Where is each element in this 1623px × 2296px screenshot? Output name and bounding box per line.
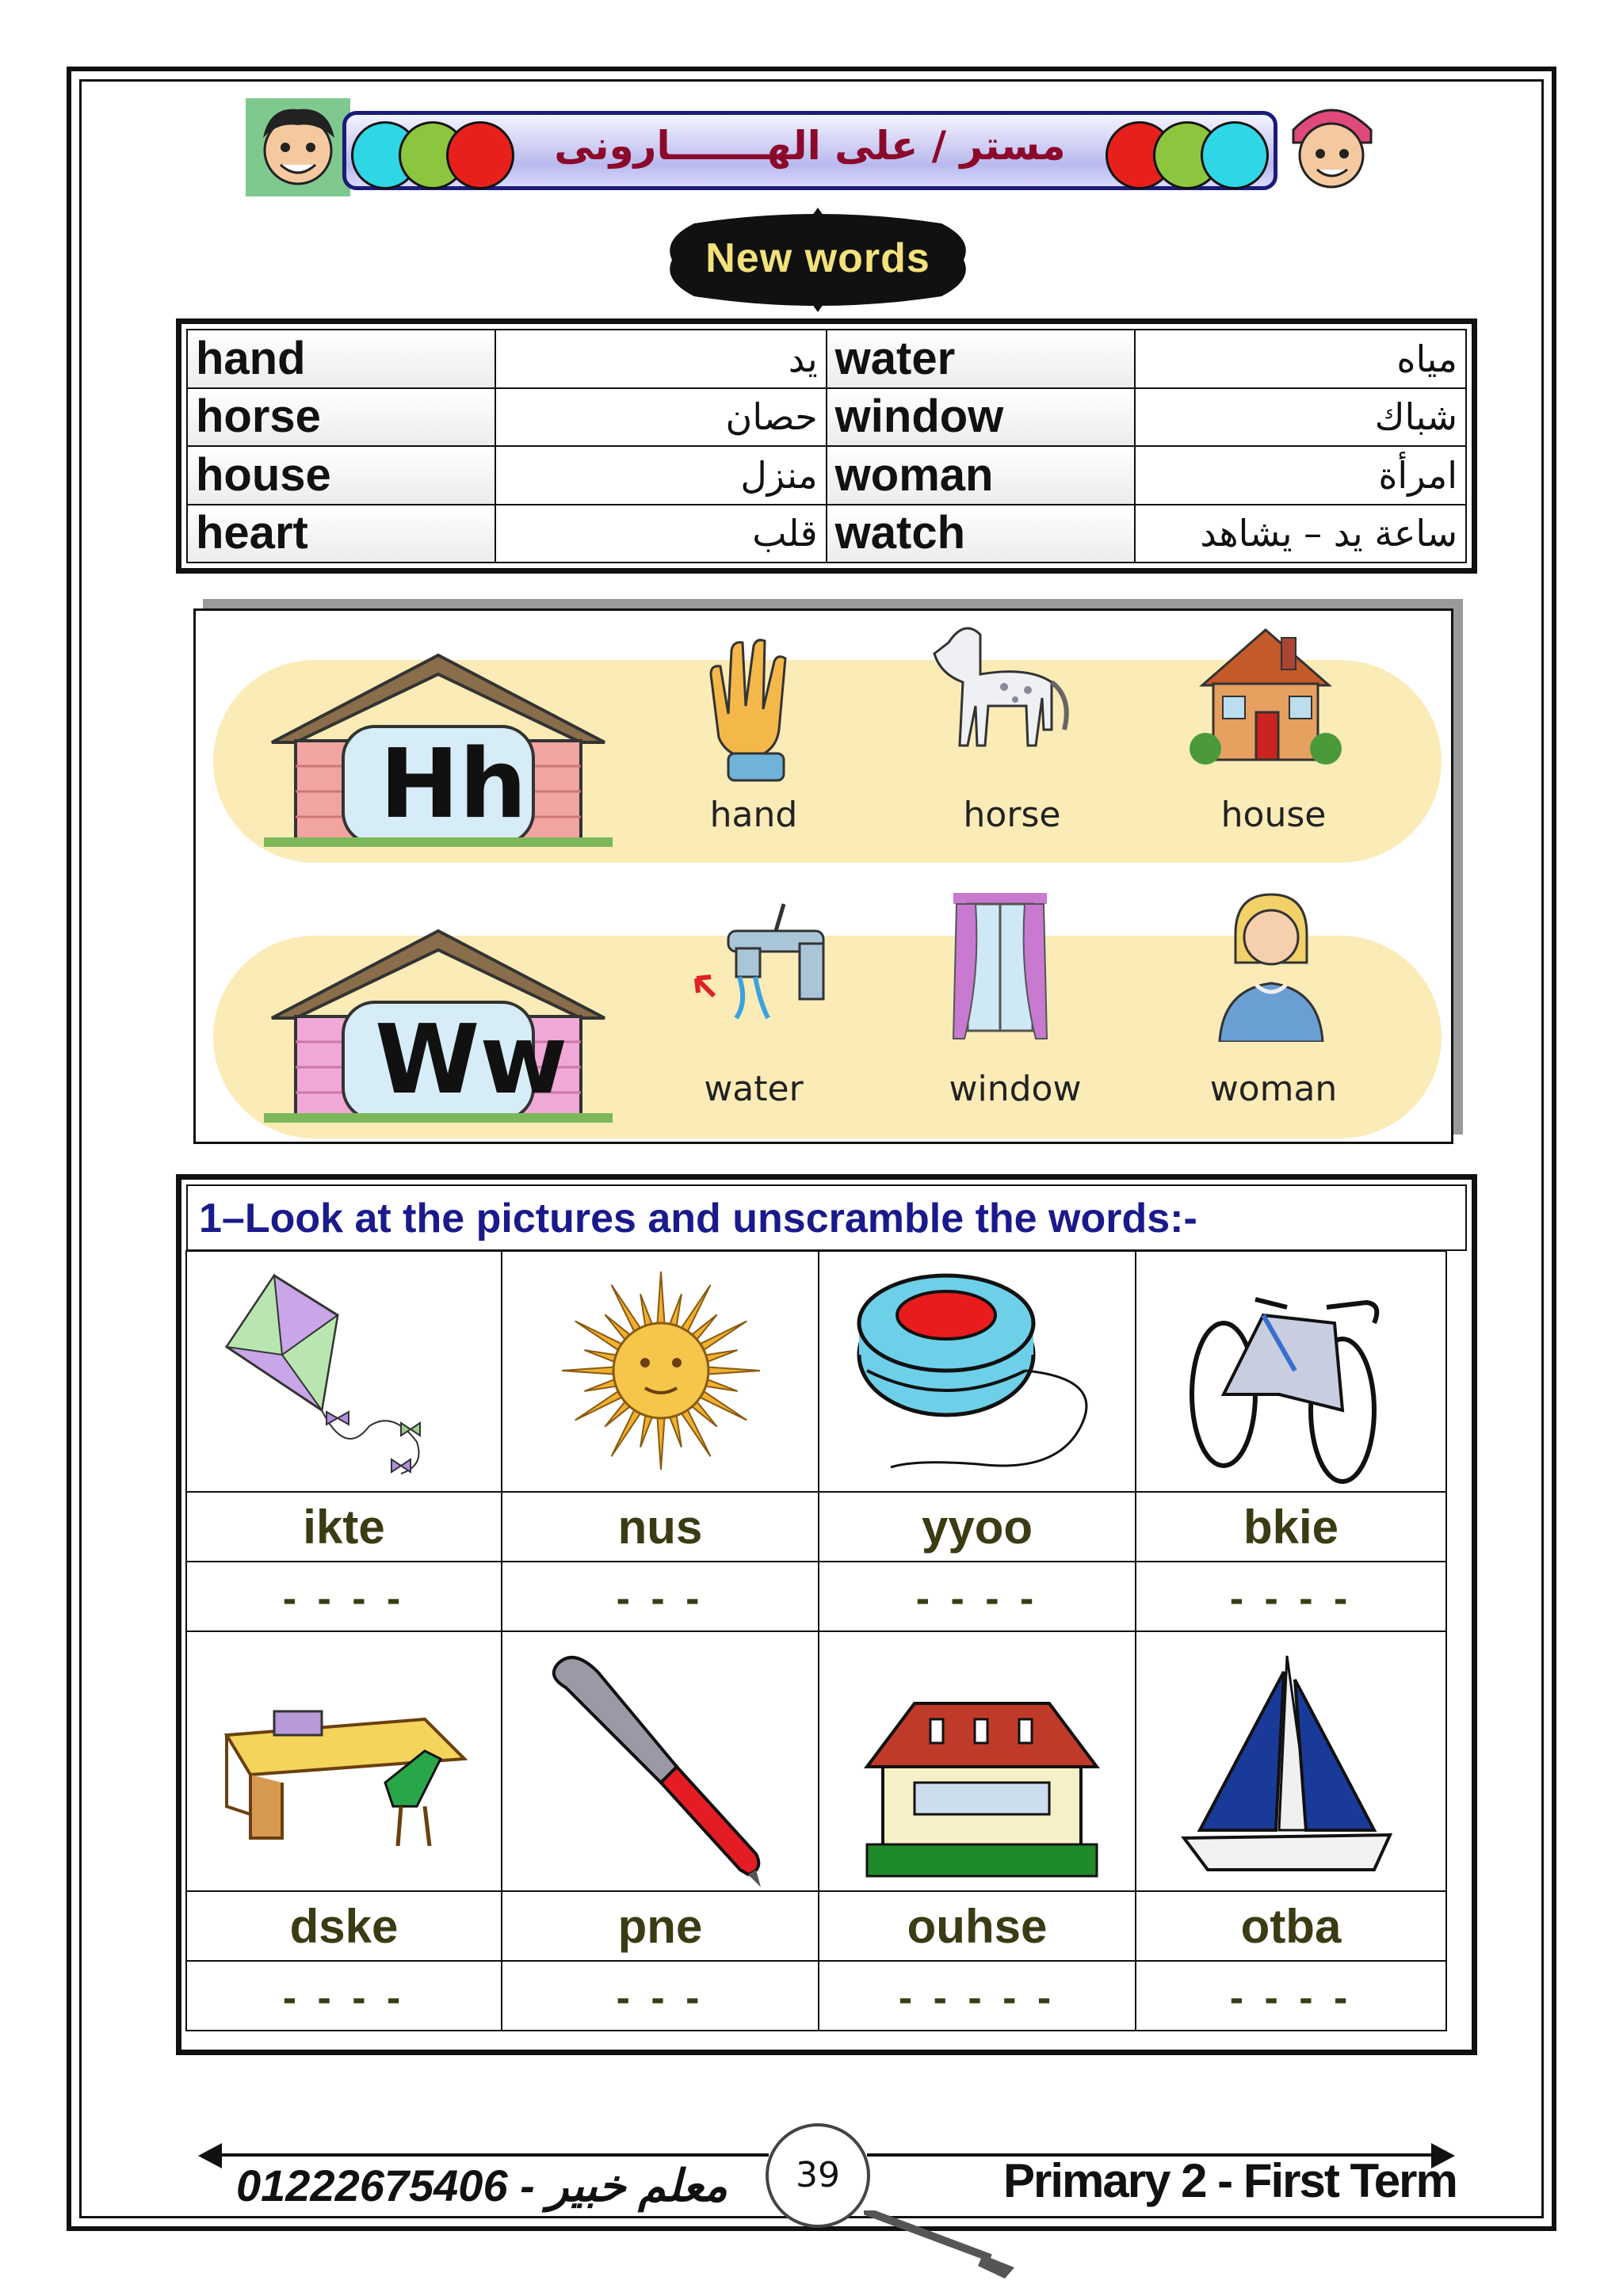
answer-blank[interactable]: - - - - xyxy=(185,1561,502,1632)
label-woman: woman xyxy=(1209,1069,1338,1109)
scrambled-word: dske xyxy=(185,1890,502,1962)
horse-icon xyxy=(917,611,1075,793)
answer-blank[interactable]: - - - - xyxy=(185,1960,502,2031)
new-words-heading: New words xyxy=(705,235,930,281)
boat-icon xyxy=(1136,1632,1447,1894)
desk-icon xyxy=(187,1632,502,1894)
arabic-meaning: ساعة يد – يشاهد xyxy=(1135,505,1466,563)
footer-course: Primary 2 - First Term xyxy=(1003,2154,1457,2207)
sun-ray xyxy=(640,1294,652,1327)
english-word: woman xyxy=(827,446,1136,505)
picture-cell xyxy=(501,1250,819,1493)
picture-cell xyxy=(818,1630,1136,1892)
exercise-grid xyxy=(186,1251,1467,2031)
w-letters: Ww xyxy=(375,1005,568,1116)
scrambled-word: pne xyxy=(501,1890,819,1962)
picture-cell xyxy=(1135,1250,1447,1493)
english-word: horse xyxy=(187,388,495,447)
exercise-title: 1–Look at the pictures and unscramble the words:- xyxy=(186,1184,1467,1251)
english-word: water xyxy=(827,330,1136,388)
scrambled-word: bkie xyxy=(1135,1491,1447,1562)
english-word: house xyxy=(187,446,495,505)
sun-ray xyxy=(669,1414,681,1447)
vocab-row xyxy=(187,330,1466,388)
arabic-meaning: شباك xyxy=(1135,388,1466,447)
answer-blank[interactable]: - - - - xyxy=(818,1561,1136,1632)
scrambled-word: yyoo xyxy=(818,1491,1136,1562)
answer-blank[interactable]: - - - - - xyxy=(818,1960,1136,2031)
scrambled-word: otba xyxy=(1135,1890,1447,1962)
phonics-illustration xyxy=(193,608,1453,1144)
label-house: house xyxy=(1220,795,1327,835)
english-word: watch xyxy=(827,505,1136,563)
sun-ray xyxy=(562,1367,615,1374)
magnifier-handle-icon xyxy=(864,2210,1022,2282)
vocab-row xyxy=(187,505,1466,563)
boy-face-icon xyxy=(246,98,350,196)
picture-cell xyxy=(185,1630,502,1892)
vocabulary-table xyxy=(176,318,1477,574)
scrambled-word: nus xyxy=(501,1491,819,1562)
arabic-meaning: منزل xyxy=(495,446,827,505)
bike-icon xyxy=(1136,1252,1447,1494)
h-letters: Hh xyxy=(380,730,527,840)
kite-icon xyxy=(187,1252,502,1494)
answer-blank[interactable]: - - - - xyxy=(1135,1960,1447,2031)
sun-ray xyxy=(657,1272,664,1325)
header-banner xyxy=(342,111,1277,190)
sun-ray xyxy=(657,1417,664,1470)
label-water: water xyxy=(704,1069,804,1109)
house-icon xyxy=(819,1632,1136,1894)
footer-rule-left xyxy=(214,2153,769,2157)
english-word: hand xyxy=(187,330,495,388)
arabic-meaning: امرأة xyxy=(1135,446,1466,505)
arrow-left-icon xyxy=(198,2143,222,2168)
picture-cell xyxy=(818,1250,1136,1493)
hand-icon xyxy=(687,627,814,785)
vocab-row xyxy=(187,446,1466,505)
sun-ray xyxy=(584,1379,617,1390)
answer-blank[interactable]: - - - - xyxy=(1135,1561,1447,1632)
yoyo-icon xyxy=(819,1252,1136,1494)
sun-ray xyxy=(705,1350,738,1362)
label-window: window xyxy=(949,1069,1082,1109)
english-word: window xyxy=(827,388,1136,447)
teacher-title: مستر / على الهـــــــارونى xyxy=(554,123,1066,169)
house-picture-icon xyxy=(1186,614,1345,769)
vocab-row xyxy=(187,388,1466,447)
picture-cell xyxy=(501,1630,819,1892)
arabic-meaning: مياه xyxy=(1135,330,1466,388)
sun-ray xyxy=(669,1294,681,1327)
scrambled-word: ikte xyxy=(185,1491,502,1562)
arabic-meaning: يد xyxy=(495,330,827,388)
label-horse: horse xyxy=(963,795,1061,835)
pen-icon xyxy=(502,1632,819,1894)
unscramble-exercise xyxy=(176,1174,1477,2055)
sun-ray xyxy=(584,1350,617,1362)
arabic-meaning: قلب xyxy=(495,505,827,563)
sun-ray xyxy=(705,1379,738,1390)
footer-contact: 01222675406 - معلم خبير xyxy=(236,2161,728,2210)
answer-blank[interactable]: - - - xyxy=(501,1561,819,1632)
girl-face-icon xyxy=(1279,98,1384,196)
page-number: 39 xyxy=(796,2155,840,2195)
scrambled-word: ouhse xyxy=(818,1890,1136,1962)
arabic-meaning: حصان xyxy=(495,388,827,447)
woman-icon xyxy=(1212,887,1331,1042)
water-tap-icon xyxy=(681,899,847,1034)
sun-ray xyxy=(640,1414,652,1447)
label-hand: hand xyxy=(709,795,798,835)
window-icon xyxy=(949,888,1052,1043)
picture-cell xyxy=(1135,1630,1447,1892)
sun-icon xyxy=(502,1252,819,1494)
english-word: heart xyxy=(187,505,495,563)
sun-ray xyxy=(707,1367,760,1374)
picture-cell xyxy=(185,1250,502,1493)
answer-blank[interactable]: - - - xyxy=(501,1960,819,2031)
